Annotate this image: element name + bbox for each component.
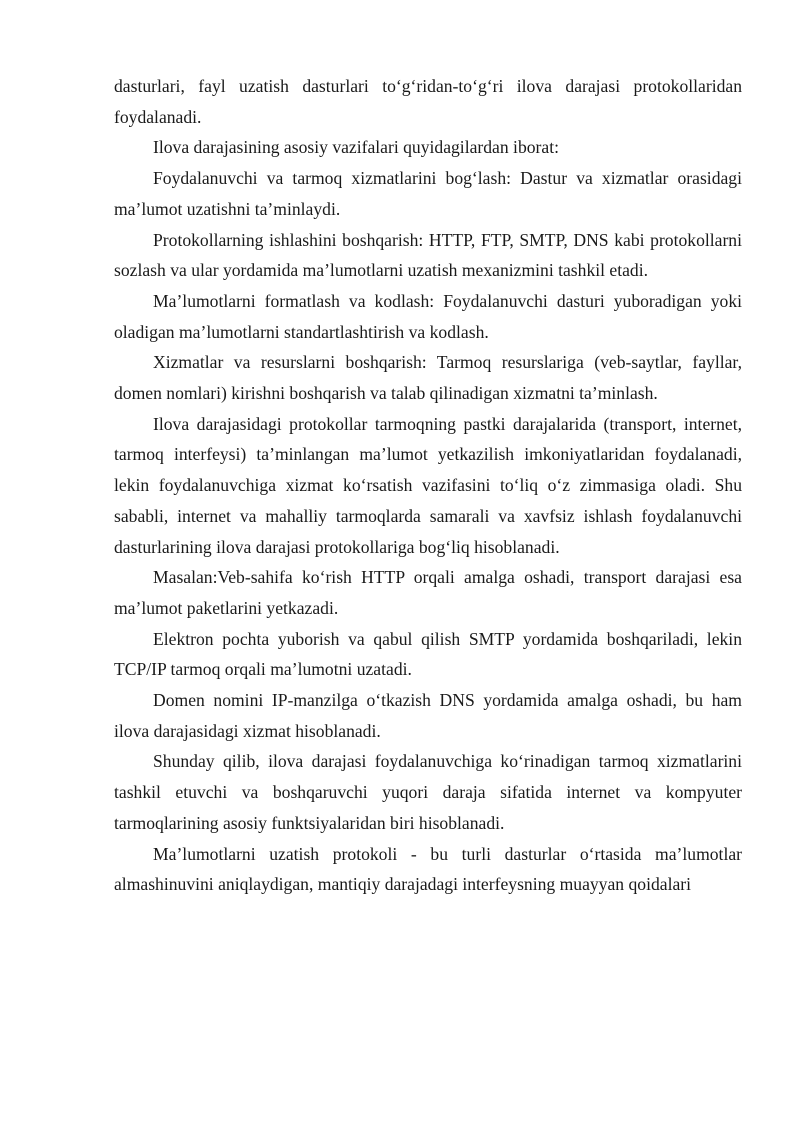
paragraph-continuation: dasturlari, fayl uzatish dasturlari to‘g‘ridan-to‘g‘ri ilova darajasi protokollaridan foydalanadi. [114, 76, 742, 127]
paragraph-example-dns: Domen nomini IP-manzilga o‘tkazish DNS yordamida amalga oshadi, bu ham ilova darajasidagi xizmat hisoblanadi. [114, 690, 742, 741]
paragraph-example-smtp: Elektron pochta yuborish va qabul qilish SMTP yordamida boshqariladi, lekin TCP/IP tarmoq orqali ma’lumotni uzatadi. [114, 628, 742, 680]
paragraph-formatting-encoding: Ma’lumotlarni formatlash va kodlash: Foydalanuvchi dasturi yuboradigan yoki oladigan ma’lumotlarni standartlashtirish va kodlash. [114, 290, 742, 342]
paragraph-linking-services: Foydalanuvchi va tarmoq xizmatlarini bog‘lash: Dastur va xizmatlar orasidagi ma’lumot uzatishni ta’minlaydi. [114, 168, 742, 219]
paragraph-protocol-definition: Ma’lumotlarni uzatish protokoli - bu turli dasturlar o‘rtasida ma’lumotlar almashinuvini aniqlaydigan, mantiqiy darajadagi interfeysning muayyan qoidalari [114, 843, 742, 895]
paragraph-functions-intro: Ilova darajasining asosiy vazifalari quyidagilardan iborat: [153, 137, 559, 158]
paragraph-lower-layers: Ilova darajasidagi protokollar tarmoqning pastki darajalarida (transport, internet, tarmoq interfeysi) ta’minlangan ma’lumot yetkazilish imkoniyatlaridan foydalanadi, lekin foydalanuvchiga xizmat ko‘rsatish vazifasini to‘liq o‘z zimmasiga oladi. Shu sababli, internet va mahalliy tarmoqlarda samarali va xavfsiz ishlash foydalanuvchi dasturlarining ilova darajasi protokollariga bog‘liq hisoblanadi. [114, 413, 742, 557]
paragraph-conclusion: Shunday qilib, ilova darajasi foydalanuvchiga ko‘rinadigan tarmoq xizmatlarini tashkil etuvchi va boshqaruvchi yuqori daraja sifatida internet va kompyuter tarmoqlarining asosiy funktsiyalaridan biri hisoblanadi. [114, 751, 742, 833]
paragraph-example-http: Masalan:Veb-sahifa ko‘rish HTTP orqali amalga oshadi, transport darajasi esa ma’lumot paketlarini yetkazadi. [114, 567, 742, 618]
paragraph-resource-management: Xizmatlar va resurslarni boshqarish: Tarmoq resurslariga (veb-saytlar, fayllar, domen nomlari) kirishni boshqarish va talab qilinadigan xizmatni ta’minlash. [114, 352, 742, 404]
paragraph-protocol-management: Protokollarning ishlashini boshqarish: HTTP, FTP, SMTP, DNS kabi protokollarni sozlash va ular yordamida ma’lumotlarni uzatish mexanizmini tashkil etadi. [114, 229, 742, 281]
document-body [114, 71, 742, 900]
